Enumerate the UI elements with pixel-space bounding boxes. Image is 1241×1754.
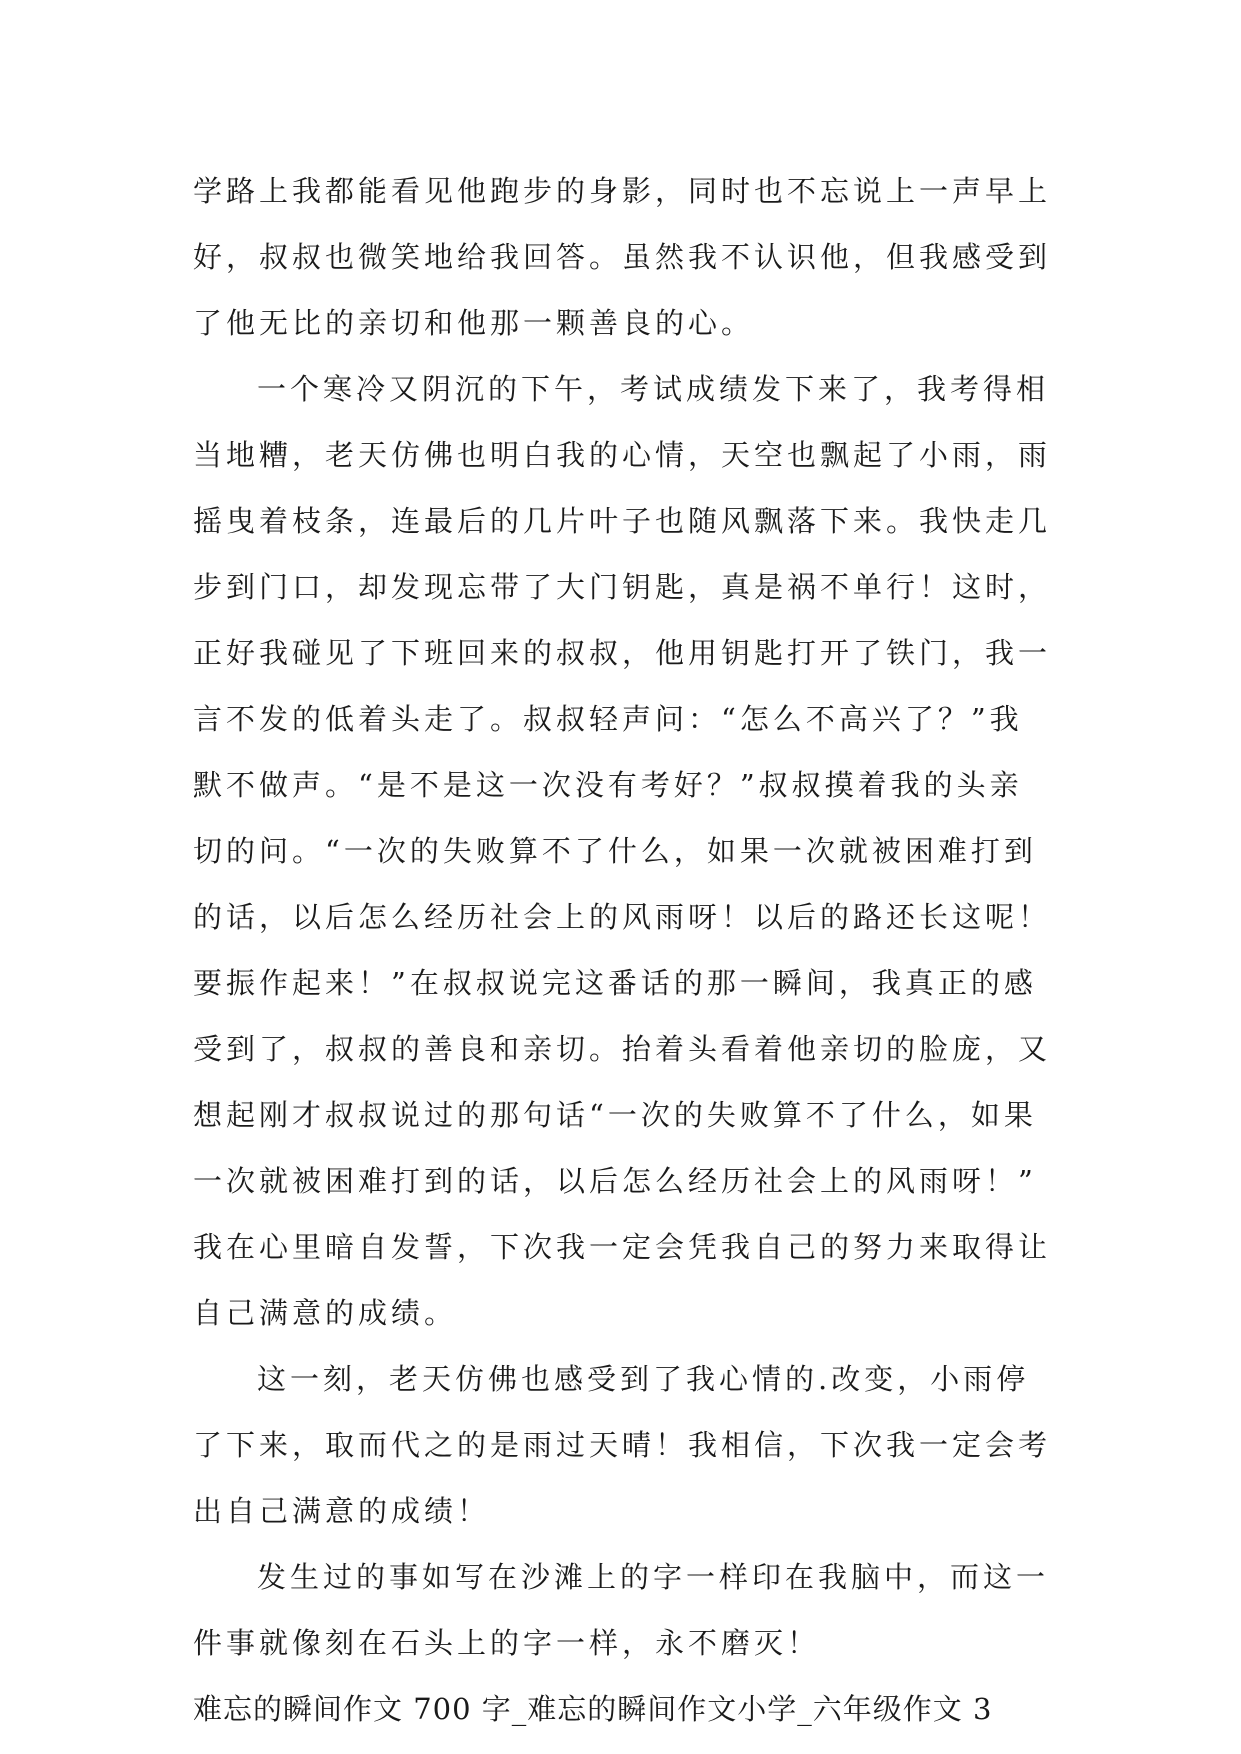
paragraph-start-line: 一个寒冷又阴沉的下午，考试成绩发下来了，我考得相 (257, 372, 1050, 406)
text-line: 要振作起来！”在叔叔说完这番话的那一瞬间，我真正的感 (193, 966, 1037, 1000)
text-line: 学路上我都能看见他跑步的身影，同时也不忘说上一声早上 (193, 174, 1052, 208)
text-line: 的话，以后怎么经历社会上的风雨呀！以后的路还长这呢！ (193, 900, 1052, 934)
text-line: 出自己满意的成绩！ (193, 1494, 491, 1528)
text-line: 件事就像刻在石头上的字一样，永不磨灭！ (193, 1626, 821, 1660)
text-line: 我在心里暗自发誓，下次我一定会凭我自己的努力来取得让 (193, 1230, 1052, 1264)
paragraph-start-line: 这一刻，老天仿佛也感受到了我心情的.改变，小雨停 (257, 1362, 1030, 1396)
text-line: 默不做声。“是不是这一次没有考好？”叔叔摸着我的头亲 (193, 768, 1023, 802)
text-line: 一次就被困难打到的话，以后怎么经历社会上的风雨呀！” (193, 1164, 1037, 1198)
text-line: 想起刚才叔叔说过的那句话“一次的失败算不了什么，如果 (193, 1098, 1037, 1132)
text-line: 了他无比的亲切和他那一颗善良的心。 (193, 306, 755, 340)
text-line: 言不发的低着头走了。叔叔轻声问：“怎么不高兴了？”我 (193, 702, 1023, 736)
text-line: 受到了，叔叔的善良和亲切。抬着头看着他亲切的脸庞，又 (193, 1032, 1052, 1066)
text-line: 步到门口，却发现忘带了大门钥匙，真是祸不单行！这时， (193, 570, 1052, 604)
text-line: 切的问。“一次的失败算不了什么，如果一次就被困难打到 (193, 834, 1037, 868)
next-article-title: 难忘的瞬间作文 700 字_难忘的瞬间作文小学_六年级作文 3 (193, 1692, 993, 1726)
document-body (193, 158, 1053, 1742)
text-line: 了下来，取而代之的是雨过天晴！我相信，下次我一定会考 (193, 1428, 1052, 1462)
text-line: 自己满意的成绩。 (193, 1296, 458, 1330)
paragraph-start-line: 发生过的事如写在沙滩上的字一样印在我脑中，而这一 (257, 1560, 1050, 1594)
text-line: 正好我碰见了下班回来的叔叔，他用钥匙打开了铁门，我一 (193, 636, 1052, 670)
text-line: 好，叔叔也微笑地给我回答。虽然我不认识他，但我感受到 (193, 240, 1052, 274)
text-line: 摇曳着枝条，连最后的几片叶子也随风飘落下来。我快走几 (193, 504, 1052, 538)
text-line: 当地糟，老天仿佛也明白我的心情，天空也飘起了小雨，雨 (193, 438, 1052, 472)
